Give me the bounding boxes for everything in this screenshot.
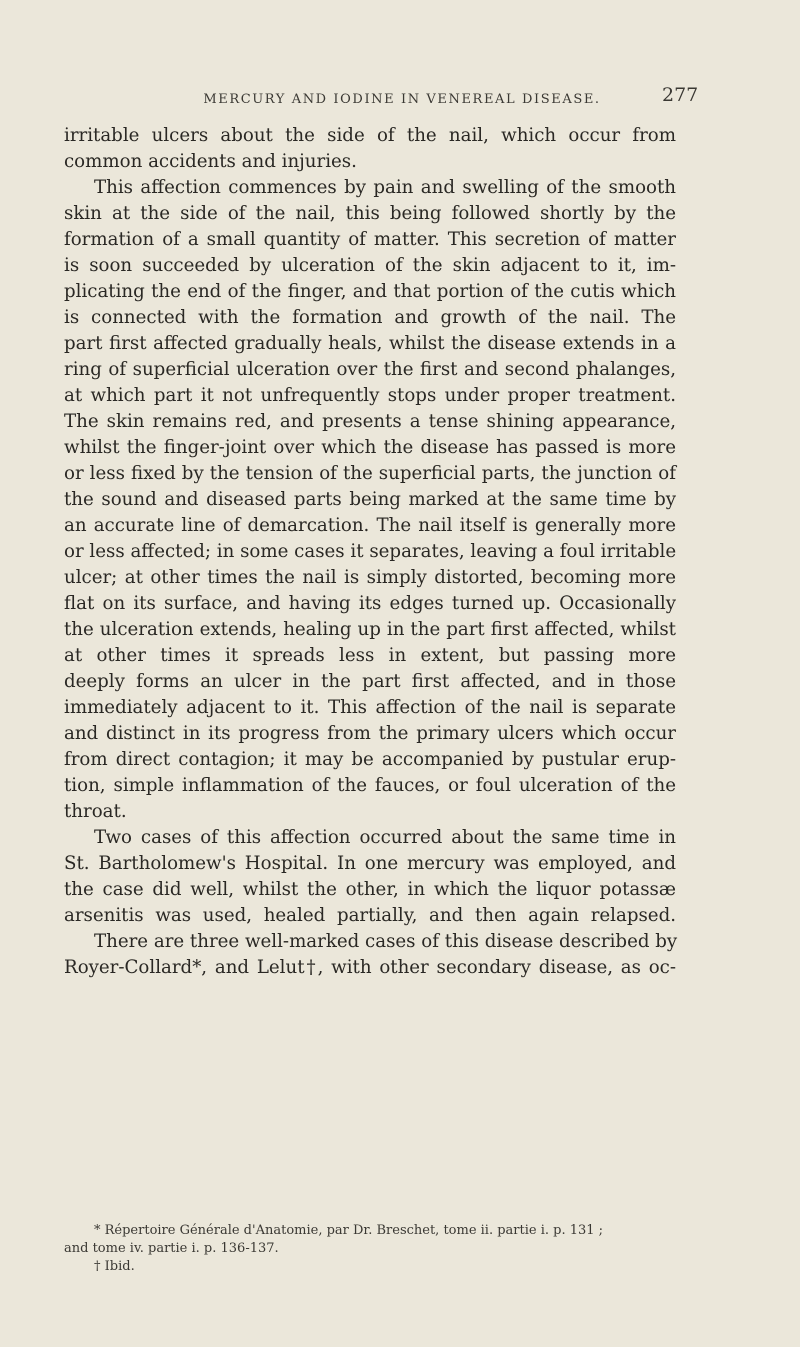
text-line: ulcer; at other times the nail is simply distorted, becoming more: [64, 567, 676, 588]
text-line: formation of a small quantity of matter. This secretion of matter: [64, 229, 676, 250]
text-line: or less affected; in some cases it separates, leaving a foul irritable: [64, 541, 677, 562]
text-line: skin at the side of the nail, this being followed shortly by the: [64, 203, 676, 224]
body-text: [64, 123, 676, 981]
footnote-line: * Répertoire Générale d'Anatomie, par Dr. Breschet, tome ii. partie i. p. 131 ;: [94, 1223, 604, 1238]
text-line: Two cases of this affection occurred about the same time in: [94, 827, 676, 848]
footnote-line: † Ibid.: [94, 1259, 135, 1274]
text-line: tion, simple inflammation of the fauces, or foul ulceration of the: [64, 775, 676, 796]
text-line: The skin remains red, and presents a tense shining appearance,: [64, 411, 676, 432]
text-line: from direct contagion; it may be accompanied by pustular erup-: [64, 749, 676, 770]
text-line: St. Bartholomew's Hospital. In one mercury was employed, and: [64, 853, 676, 874]
footnotes: [64, 1222, 676, 1276]
text-line: This affection commences by pain and swelling of the smooth: [94, 177, 676, 198]
text-line: Royer-Collard*, and Lelut†, with other secondary disease, as oc-: [64, 957, 676, 978]
text-line: deeply forms an ulcer in the part first affected, and in those: [64, 671, 676, 692]
text-line: the sound and diseased parts being marked at the same time by: [64, 489, 676, 510]
text-line: ring of superficial ulceration over the first and second phalanges,: [64, 359, 676, 380]
page-number: 277: [662, 84, 699, 106]
text-line: flat on its surface, and having its edges turned up. Occasionally: [64, 593, 676, 614]
footnote-line: and tome iv. partie i. p. 136-137.: [64, 1241, 279, 1256]
text-line: and distinct in its progress from the primary ulcers which occur: [64, 723, 676, 744]
text-line: There are three well-marked cases of this disease described by: [94, 931, 678, 952]
text-line: arsenitis was used, healed partially, and then again relapsed.: [64, 905, 676, 926]
text-line: at which part it not unfrequently stops under proper treatment.: [64, 385, 676, 406]
text-line: part first affected gradually heals, whilst the disease extends in a: [64, 333, 676, 354]
text-line: is soon succeeded by ulceration of the skin adjacent to it, im-: [64, 255, 676, 276]
text-line: the case did well, whilst the other, in which the liquor potassæ: [64, 879, 676, 900]
text-line: common accidents and injuries.: [64, 151, 357, 172]
text-line: plicating the end of the finger, and that portion of the cutis which: [64, 281, 676, 302]
text-line: at other times it spreads less in extent, but passing more: [64, 645, 676, 666]
text-line: whilst the finger-joint over which the disease has passed is more: [64, 437, 676, 458]
text-line: the ulceration extends, healing up in the part first affected, whilst: [64, 619, 676, 640]
text-line: throat.: [64, 801, 127, 822]
text-line: or less fixed by the tension of the superficial parts, the junction of: [64, 463, 676, 484]
text-line: an accurate line of demarcation. The nail itself is generally more: [64, 515, 676, 536]
running-head: MERCURY AND IODINE IN VENEREAL DISEASE.: [203, 92, 601, 107]
text-line: irritable ulcers about the side of the nail, which occur from: [64, 125, 676, 146]
text-line: is connected with the formation and growth of the nail. The: [64, 307, 676, 328]
text-line: immediately adjacent to it. This affection of the nail is separate: [64, 697, 676, 718]
